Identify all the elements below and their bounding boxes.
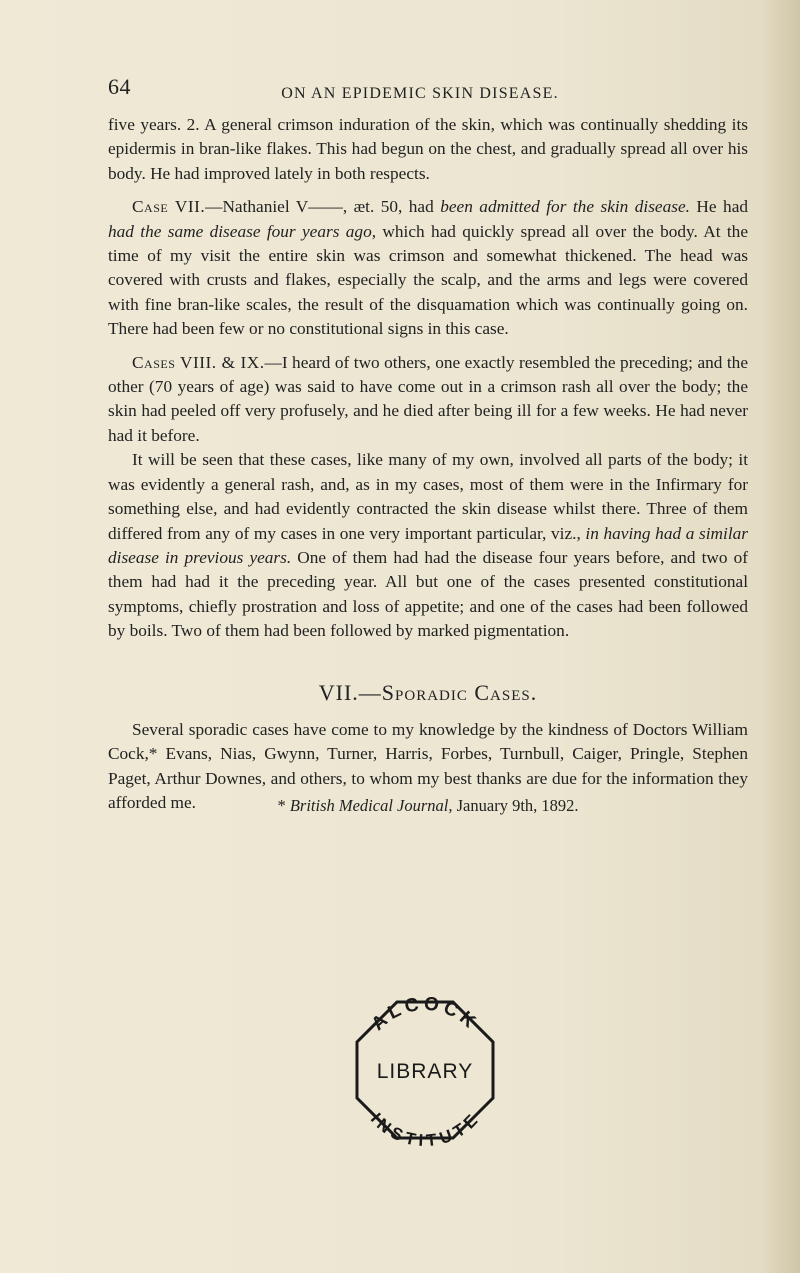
footnote-journal: British Medical Journal, [289, 796, 453, 815]
summary-text-a: It will be seen that these cases, like many of my own, involved all parts of the body; it was evidently a general rash, and, as in my cases, most of them were in the Infirmary for something else, and had evidently contracted the skin disease whilst there. Three of them differed from any of my cases in one very important particular, viz., [108, 450, 748, 543]
stamp-bottom-text: INSTITUTE [366, 1109, 483, 1151]
paragraph-case-vii [108, 195, 748, 341]
paragraph-cases-viii-ix [108, 351, 748, 449]
paragraph-summary [108, 448, 748, 643]
case-vii-text-c: He had [689, 197, 749, 217]
case-vii-text-a: —Nathaniel V——, æt. 50, had [205, 197, 441, 217]
library-stamp [335, 980, 515, 1160]
stamp-top-text: ALCOCK [367, 993, 483, 1035]
footnote-date: January 9th, 1892. [452, 796, 579, 815]
running-head: ON AN EPIDEMIC SKIN DISEASE. [281, 85, 559, 102]
cases-viii-ix-text: —I heard of two others, one exactly resembled the preceding; and the other (70 years of age) was said to have come out in a crimson rash all over the body; the skin had peeled off very profusely, and he died after being ill for a few weeks. He had never had it before. [108, 352, 748, 445]
summary-italic: in having had a similar disease in previous years. [108, 523, 748, 567]
cases-viii-ix-label: Cases VIII. & IX. [132, 352, 265, 372]
case-vii-italic-1: been admitted for the skin disease. [440, 197, 690, 217]
footnote [108, 796, 748, 816]
case-vii-label: Case VII. [132, 197, 206, 217]
footnote-marker: * [277, 796, 290, 815]
body-text [108, 113, 748, 644]
paragraph-1: five years. 2. A general crimson induration of the skin, which was continually shedding its epidermis in bran-like flakes. This had begun on the chest, and gradually spread all over his body. He had improved lately in both respects. [108, 115, 748, 183]
sporadic-paragraph: Several sporadic cases have come to my knowledge by the kindness of Doctors William Cock,* Evans, Nias, Gwynn, Turner, Harris, Forbes, Turnbull, Caiger, Pringle, Stephen Paget, Arthur Downes, and others, to whom my best thanks are due for the information they afforded me. [108, 720, 748, 813]
case-vii-text-e: , which had quickly spread all over the body. At the time of my visit the entire skin was crimson and somewhat thickened. The head was covered with crusts and flakes, especially the scalp, and the arms and legs were covered with fine bran-like scales, the result of the disquamation which was continually going on. There had been few or no constitutional signs in this case. [108, 221, 748, 339]
stamp-center-text: LIBRARY [376, 1060, 474, 1083]
case-vii-italic-2: had the same disease four years ago [108, 221, 372, 241]
section-heading: VII.—Sporadic Cases. [318, 680, 538, 705]
page-number: 64 [108, 74, 131, 99]
summary-text-c: One of them had had the disease four years before, and two of them had had it the preceding year. All but one of the cases presented constitutional symptoms, chiefly prostration and loss of appetite; and one of the cases had been followed by boils. Two of them had been followed by marked pigmentation. [108, 547, 749, 641]
